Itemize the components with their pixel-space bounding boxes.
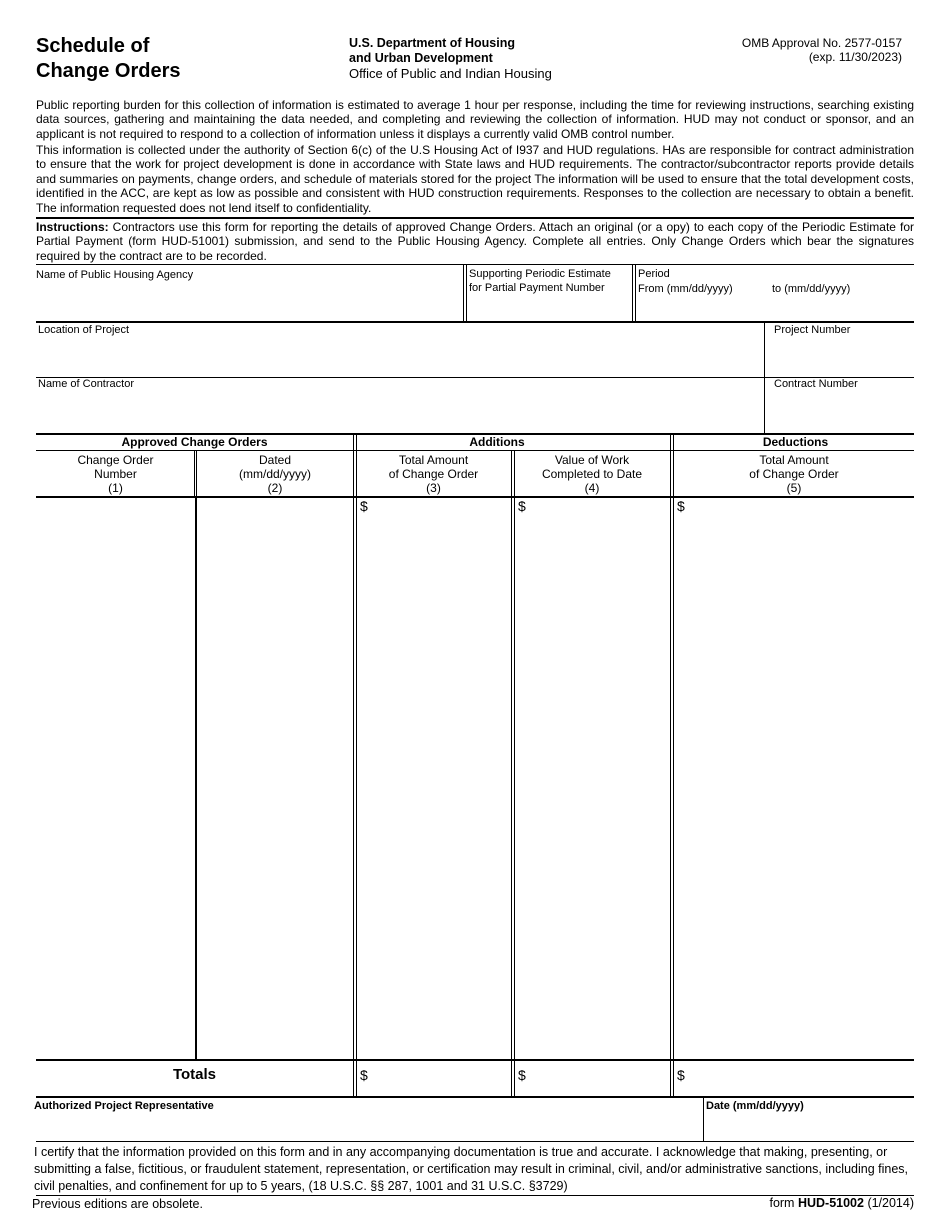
form-number: form HUD-51002 (1/2014)	[769, 1196, 914, 1210]
agency-name: U.S. Department of Housing and Urban Development Office of Public and Indian Housing	[349, 36, 552, 81]
col4-entry-area[interactable]: $	[518, 498, 526, 514]
total-work-completed[interactable]: $	[518, 1067, 526, 1083]
project-number-field[interactable]: Project Number	[774, 324, 851, 336]
authority-statement: This information is collected under the authority of Section 6(c) of the U.S Housing Act of I937 and HUD regulations. HAs are responsible for contract administration to ensure that the work for project development is done in accordance with State laws and HUD requirements. The contractor/subcontractor reports provide details and summaries on payments, change orders, and schedule of materials stored for the project The information will be used to ensure that the total development costs, identified in the ACC, are kept as low as possible and consistent with HUD construction requirements. Responses to the collection are necessary to obtain a benefit. The information requested does not lend itself to confidentiality.	[36, 143, 914, 215]
location-field[interactable]: Location of Project	[38, 324, 130, 336]
estimate-number-field[interactable]: Supporting Periodic Estimate for Partial Payment Number	[469, 268, 611, 294]
col5-entry-area[interactable]: $	[677, 498, 685, 514]
obsolete-note: Previous editions are obsolete.	[32, 1197, 203, 1211]
period-from-field[interactable]: From (mm/dd/yyyy)	[638, 283, 733, 295]
contract-number-field[interactable]: Contract Number	[774, 378, 858, 390]
col-dated: Dated (mm/dd/yyyy) (2)	[239, 453, 311, 495]
instructions: Instructions: Contractors use this form for reporting the details of approved Change Orders. Attach an original (or a opy) to each copy of the Periodic Estimate for Partial Payment (form HUD-51001) submission, and send to the Public Housing Agency. Complete all entries. Only Change Orders which bear the signatures required by the contract are to be recorded.	[36, 220, 914, 263]
total-additions-amount[interactable]: $	[360, 1067, 368, 1083]
contractor-field[interactable]: Name of Contractor	[38, 378, 134, 390]
page-title: Schedule of Change Orders	[36, 35, 181, 82]
period-to-field[interactable]: to (mm/dd/yyyy)	[772, 283, 851, 295]
total-deductions-amount[interactable]: $	[677, 1067, 685, 1083]
col-deductions-total-amount: Total Amount of Change Order (5)	[749, 453, 839, 495]
totals-label: Totals	[172, 1066, 217, 1083]
period-label: Period	[638, 268, 670, 280]
pha-name-field[interactable]: Name of Public Housing Agency	[36, 269, 194, 281]
col-additions-total-amount: Total Amount of Change Order (3)	[388, 453, 479, 495]
burden-statement: Public reporting burden for this collection of information is estimated to average 1 hour per response, including the time for reviewing instructions, searching existing data sources, gathering and maintaining the data needed, and completing and reviewing the collection of information. HUD may not conduct or sponsor, and an applicant is not required to respond to a collection of information unless it displays a currently valid OMB control number.	[36, 98, 914, 141]
signature-date-field[interactable]: Date (mm/dd/yyyy)	[706, 1100, 804, 1112]
group-additions: Additions	[469, 435, 525, 449]
certification-statement: I certify that the information provided on this form and in any accompanying documentation is true and accurate. I acknowledge that making, presenting, or submitting a false, fictitious, or fraudulent statement, representation, or certification may result in criminal, civil, and/or administrative sanctions, including fines, civil penalties, and confinement for up to 5 years, (18 U.S.C. §§ 287, 1001 and 31 U.S.C. §3729)	[34, 1145, 909, 1193]
col-value-of-work: Value of Work Completed to Date (4)	[541, 453, 643, 495]
col-change-order-number: Change Order Number (1)	[77, 453, 154, 495]
group-deductions: Deductions	[762, 435, 829, 449]
omb-approval: OMB Approval No. 2577-0157 (exp. 11/30/2023)	[741, 36, 902, 64]
col3-entry-area[interactable]: $	[360, 498, 368, 514]
group-approved-change-orders: Approved Change Orders	[121, 435, 268, 449]
signature-field[interactable]: Authorized Project Representative	[34, 1100, 214, 1112]
